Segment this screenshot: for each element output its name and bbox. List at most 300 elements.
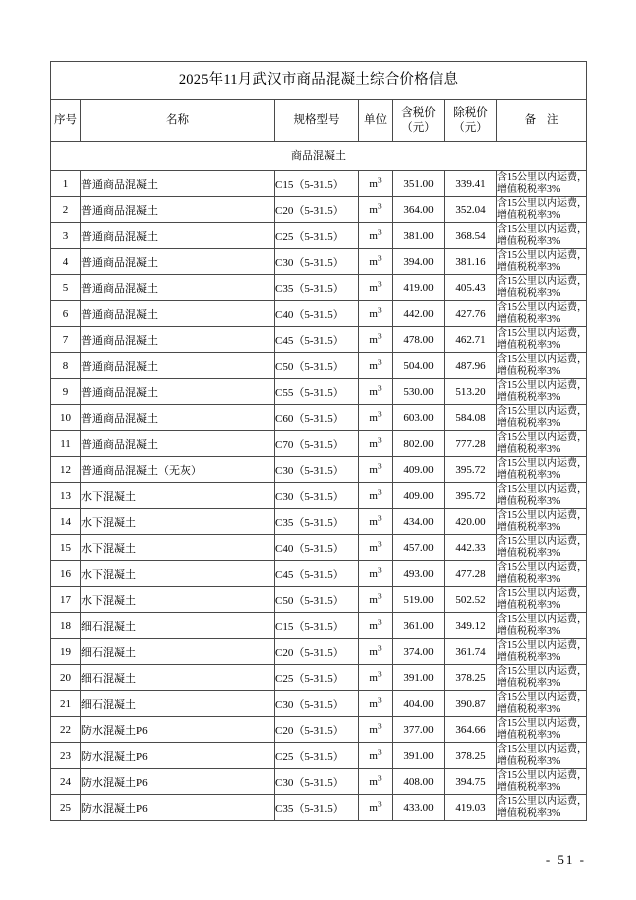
remark-line-2: 增值税税率3% <box>497 755 561 767</box>
table-row <box>51 457 587 483</box>
cell-name: 防水混凝土P6 <box>81 769 275 795</box>
unit-value: m <box>369 177 378 190</box>
cell-price-excl-tax: 349.12 <box>445 613 497 639</box>
cell-spec: C70（5-31.5） <box>275 431 359 457</box>
cell-remark <box>497 223 587 249</box>
unit-exponent: 3 <box>377 772 382 782</box>
unit-value: m <box>369 437 378 450</box>
unit-value: m <box>369 645 378 658</box>
cell-unit <box>359 509 393 535</box>
cell-unit <box>359 535 393 561</box>
cell-unit <box>359 405 393 431</box>
unit-value: m <box>369 359 378 372</box>
cell-spec: C45（5-31.5） <box>275 561 359 587</box>
table-row <box>51 483 587 509</box>
price-excl-label-line2: （元） <box>453 121 488 134</box>
cell-name: 水下混凝土 <box>81 535 275 561</box>
table-row <box>51 431 587 457</box>
cell-price-incl-tax: 408.00 <box>393 769 445 795</box>
cell-price-excl-tax: 394.75 <box>445 769 497 795</box>
cell-index: 16 <box>51 561 81 587</box>
unit-value: m <box>369 515 378 528</box>
unit-exponent: 3 <box>377 330 382 340</box>
cell-spec: C50（5-31.5） <box>275 353 359 379</box>
cell-price-incl-tax: 530.00 <box>393 379 445 405</box>
remark-line-1: 含15公里以内运费， <box>497 405 587 417</box>
remark-line-2: 增值税税率3% <box>497 729 561 741</box>
unit-exponent: 3 <box>377 252 382 262</box>
cell-remark <box>497 587 587 613</box>
unit-exponent: 3 <box>377 226 382 236</box>
cell-price-excl-tax: 487.96 <box>445 353 497 379</box>
table-row <box>51 587 587 613</box>
cell-price-excl-tax: 378.25 <box>445 743 497 769</box>
cell-name: 细石混凝土 <box>81 639 275 665</box>
unit-exponent: 3 <box>377 486 382 496</box>
unit-value: m <box>369 567 378 580</box>
remark-line-2: 增值税税率3% <box>497 443 561 455</box>
remark-line-2: 增值税税率3% <box>497 625 561 637</box>
cell-remark <box>497 249 587 275</box>
cell-remark <box>497 379 587 405</box>
cell-price-excl-tax: 395.72 <box>445 457 497 483</box>
cell-unit <box>359 275 393 301</box>
cell-remark <box>497 561 587 587</box>
cell-price-excl-tax: 420.00 <box>445 509 497 535</box>
cell-remark <box>497 353 587 379</box>
unit-value: m <box>369 463 378 476</box>
remark-line-2: 增值税税率3% <box>497 417 561 429</box>
price-table <box>50 61 587 821</box>
remark-line-1: 含15公里以内运费， <box>497 743 587 755</box>
table-row <box>51 743 587 769</box>
unit-value: m <box>369 307 378 320</box>
cell-name: 水下混凝土 <box>81 509 275 535</box>
remark-line-2: 增值税税率3% <box>497 495 561 507</box>
cell-price-excl-tax: 777.28 <box>445 431 497 457</box>
cell-name: 普通商品混凝土 <box>81 353 275 379</box>
cell-spec: C20（5-31.5） <box>275 717 359 743</box>
table-row <box>51 639 587 665</box>
cell-spec: C15（5-31.5） <box>275 613 359 639</box>
cell-index: 4 <box>51 249 81 275</box>
price-excl-label-line1: 除税价 <box>453 107 488 120</box>
cell-price-excl-tax: 477.28 <box>445 561 497 587</box>
remark-line-1: 含15公里以内运费， <box>497 431 587 443</box>
cell-name: 普通商品混凝土 <box>81 405 275 431</box>
cell-price-incl-tax: 802.00 <box>393 431 445 457</box>
remark-line-1: 含15公里以内运费， <box>497 457 587 469</box>
cell-unit <box>359 431 393 457</box>
cell-index: 14 <box>51 509 81 535</box>
cell-price-incl-tax: 409.00 <box>393 457 445 483</box>
cell-price-excl-tax: 502.52 <box>445 587 497 613</box>
cell-name: 防水混凝土P6 <box>81 743 275 769</box>
remark-line-2: 增值税税率3% <box>497 183 561 195</box>
unit-exponent: 3 <box>377 434 382 444</box>
table-row <box>51 223 587 249</box>
column-header-name: 名称 <box>81 100 275 142</box>
cell-unit <box>359 171 393 197</box>
cell-price-excl-tax: 364.66 <box>445 717 497 743</box>
cell-remark <box>497 509 587 535</box>
unit-exponent: 3 <box>377 460 382 470</box>
remark-line-2: 增值税税率3% <box>497 287 561 299</box>
table-header-row <box>51 100 587 142</box>
cell-spec: C20（5-31.5） <box>275 639 359 665</box>
unit-value: m <box>369 229 378 242</box>
cell-price-incl-tax: 409.00 <box>393 483 445 509</box>
unit-exponent: 3 <box>377 304 382 314</box>
cell-price-excl-tax: 419.03 <box>445 795 497 821</box>
cell-spec: C35（5-31.5） <box>275 275 359 301</box>
remark-line-1: 含15公里以内运费， <box>497 301 587 313</box>
cell-unit <box>359 691 393 717</box>
remark-line-1: 含15公里以内运费， <box>497 691 587 703</box>
cell-name: 普通商品混凝土 <box>81 223 275 249</box>
cell-index: 25 <box>51 795 81 821</box>
remark-line-1: 含15公里以内运费， <box>497 561 587 573</box>
cell-name: 水下混凝土 <box>81 483 275 509</box>
cell-remark <box>497 275 587 301</box>
cell-price-incl-tax: 504.00 <box>393 353 445 379</box>
column-header-spec: 规格型号 <box>275 100 359 142</box>
cell-price-excl-tax: 427.76 <box>445 301 497 327</box>
unit-exponent: 3 <box>377 642 382 652</box>
cell-spec: C40（5-31.5） <box>275 535 359 561</box>
cell-price-excl-tax: 378.25 <box>445 665 497 691</box>
column-header-remark: 备 注 <box>497 100 587 142</box>
unit-value: m <box>369 749 378 762</box>
cell-index: 22 <box>51 717 81 743</box>
cell-price-incl-tax: 404.00 <box>393 691 445 717</box>
remark-line-2: 增值税税率3% <box>497 521 561 533</box>
cell-index: 24 <box>51 769 81 795</box>
cell-price-incl-tax: 351.00 <box>393 171 445 197</box>
cell-spec: C30（5-31.5） <box>275 769 359 795</box>
cell-name: 细石混凝土 <box>81 665 275 691</box>
cell-index: 19 <box>51 639 81 665</box>
cell-name: 防水混凝土P6 <box>81 717 275 743</box>
remark-line-1: 含15公里以内运费， <box>497 639 587 651</box>
cell-index: 15 <box>51 535 81 561</box>
column-header-price-incl-tax <box>393 100 445 142</box>
table-row <box>51 405 587 431</box>
cell-price-incl-tax: 364.00 <box>393 197 445 223</box>
cell-spec: C25（5-31.5） <box>275 743 359 769</box>
cell-index: 12 <box>51 457 81 483</box>
cell-index: 2 <box>51 197 81 223</box>
remark-line-1: 含15公里以内运费， <box>497 249 587 261</box>
cell-name: 普通商品混凝土（无灰） <box>81 457 275 483</box>
cell-spec: C35（5-31.5） <box>275 509 359 535</box>
price-incl-label-line1: 含税价 <box>401 107 436 120</box>
cell-name: 普通商品混凝土 <box>81 249 275 275</box>
cell-index: 1 <box>51 171 81 197</box>
cell-remark <box>497 535 587 561</box>
table-title-row <box>51 62 587 100</box>
cell-remark <box>497 405 587 431</box>
table-row <box>51 613 587 639</box>
cell-price-incl-tax: 603.00 <box>393 405 445 431</box>
cell-spec: C30（5-31.5） <box>275 483 359 509</box>
cell-spec: C25（5-31.5） <box>275 223 359 249</box>
unit-value: m <box>369 281 378 294</box>
cell-unit <box>359 717 393 743</box>
cell-price-incl-tax: 394.00 <box>393 249 445 275</box>
unit-exponent: 3 <box>377 590 382 600</box>
cell-index: 23 <box>51 743 81 769</box>
cell-name: 细石混凝土 <box>81 613 275 639</box>
unit-value: m <box>369 333 378 346</box>
remark-line-2: 增值税税率3% <box>497 339 561 351</box>
remark-line-2: 增值税税率3% <box>497 365 561 377</box>
table-row <box>51 301 587 327</box>
remark-line-1: 含15公里以内运费， <box>497 275 587 287</box>
remark-line-1: 含15公里以内运费， <box>497 535 587 547</box>
cell-unit <box>359 301 393 327</box>
remark-line-1: 含15公里以内运费， <box>497 769 587 781</box>
remark-line-1: 含15公里以内运费， <box>497 171 587 183</box>
cell-index: 10 <box>51 405 81 431</box>
cell-price-excl-tax: 442.33 <box>445 535 497 561</box>
cell-unit <box>359 483 393 509</box>
table-row <box>51 509 587 535</box>
remark-line-2: 增值税税率3% <box>497 781 561 793</box>
cell-price-incl-tax: 457.00 <box>393 535 445 561</box>
cell-index: 6 <box>51 301 81 327</box>
table-row <box>51 353 587 379</box>
remark-line-2: 增值税税率3% <box>497 391 561 403</box>
cell-index: 7 <box>51 327 81 353</box>
unit-exponent: 3 <box>377 278 382 288</box>
unit-value: m <box>369 203 378 216</box>
cell-remark <box>497 743 587 769</box>
table-row <box>51 535 587 561</box>
column-header-index: 序号 <box>51 100 81 142</box>
cell-price-incl-tax: 391.00 <box>393 665 445 691</box>
unit-value: m <box>369 411 378 424</box>
remark-line-1: 含15公里以内运费， <box>497 197 587 209</box>
column-header-unit: 单位 <box>359 100 393 142</box>
unit-value: m <box>369 593 378 606</box>
table-row <box>51 379 587 405</box>
remark-line-2: 增值税税率3% <box>497 807 561 819</box>
cell-price-excl-tax: 513.20 <box>445 379 497 405</box>
page-title: 2025年11月武汉市商品混凝土综合价格信息 <box>51 62 587 100</box>
section-label: 商品混凝土 <box>51 142 587 171</box>
unit-value: m <box>369 489 378 502</box>
cell-remark <box>497 691 587 717</box>
remark-line-1: 含15公里以内运费， <box>497 665 587 677</box>
cell-unit <box>359 223 393 249</box>
cell-name: 普通商品混凝土 <box>81 431 275 457</box>
remark-line-2: 增值税税率3% <box>497 209 561 221</box>
cell-spec: C35（5-31.5） <box>275 795 359 821</box>
unit-exponent: 3 <box>377 564 382 574</box>
unit-exponent: 3 <box>377 382 382 392</box>
cell-price-incl-tax: 374.00 <box>393 639 445 665</box>
cell-remark <box>497 639 587 665</box>
unit-value: m <box>369 255 378 268</box>
cell-index: 5 <box>51 275 81 301</box>
cell-price-excl-tax: 462.71 <box>445 327 497 353</box>
cell-price-incl-tax: 381.00 <box>393 223 445 249</box>
cell-price-incl-tax: 377.00 <box>393 717 445 743</box>
remark-line-2: 增值税税率3% <box>497 469 561 481</box>
remark-line-2: 增值税税率3% <box>497 677 561 689</box>
unit-exponent: 3 <box>377 174 382 184</box>
remark-line-1: 含15公里以内运费， <box>497 379 587 391</box>
cell-price-incl-tax: 361.00 <box>393 613 445 639</box>
cell-name: 水下混凝土 <box>81 561 275 587</box>
cell-price-excl-tax: 395.72 <box>445 483 497 509</box>
remark-line-2: 增值税税率3% <box>497 651 561 663</box>
table-row <box>51 691 587 717</box>
cell-remark <box>497 327 587 353</box>
unit-exponent: 3 <box>377 746 382 756</box>
unit-exponent: 3 <box>377 798 382 808</box>
cell-price-incl-tax: 478.00 <box>393 327 445 353</box>
cell-price-incl-tax: 493.00 <box>393 561 445 587</box>
unit-value: m <box>369 775 378 788</box>
unit-exponent: 3 <box>377 356 382 366</box>
cell-remark <box>497 457 587 483</box>
cell-remark <box>497 717 587 743</box>
cell-remark <box>497 769 587 795</box>
cell-spec: C25（5-31.5） <box>275 665 359 691</box>
cell-price-incl-tax: 434.00 <box>393 509 445 535</box>
remark-line-1: 含15公里以内运费， <box>497 223 587 235</box>
table-row <box>51 769 587 795</box>
cell-price-excl-tax: 381.16 <box>445 249 497 275</box>
cell-remark <box>497 483 587 509</box>
cell-index: 18 <box>51 613 81 639</box>
cell-unit <box>359 613 393 639</box>
cell-remark <box>497 301 587 327</box>
cell-unit <box>359 743 393 769</box>
table-row <box>51 197 587 223</box>
unit-exponent: 3 <box>377 720 382 730</box>
remark-line-2: 增值税税率3% <box>497 547 561 559</box>
cell-unit <box>359 353 393 379</box>
cell-price-excl-tax: 368.54 <box>445 223 497 249</box>
cell-unit <box>359 457 393 483</box>
cell-spec: C60（5-31.5） <box>275 405 359 431</box>
cell-unit <box>359 561 393 587</box>
cell-remark <box>497 665 587 691</box>
remark-line-2: 增值税税率3% <box>497 235 561 247</box>
table-row <box>51 275 587 301</box>
cell-price-incl-tax: 442.00 <box>393 301 445 327</box>
section-header-row <box>51 142 587 171</box>
cell-name: 防水混凝土P6 <box>81 795 275 821</box>
cell-price-excl-tax: 405.43 <box>445 275 497 301</box>
cell-spec: C30（5-31.5） <box>275 457 359 483</box>
cell-price-excl-tax: 339.41 <box>445 171 497 197</box>
cell-unit <box>359 665 393 691</box>
unit-exponent: 3 <box>377 538 382 548</box>
cell-unit <box>359 587 393 613</box>
cell-index: 17 <box>51 587 81 613</box>
cell-price-incl-tax: 391.00 <box>393 743 445 769</box>
unit-value: m <box>369 619 378 632</box>
cell-remark <box>497 197 587 223</box>
remark-line-1: 含15公里以内运费， <box>497 587 587 599</box>
cell-index: 20 <box>51 665 81 691</box>
cell-unit <box>359 327 393 353</box>
cell-spec: C45（5-31.5） <box>275 327 359 353</box>
table-row <box>51 249 587 275</box>
cell-price-incl-tax: 419.00 <box>393 275 445 301</box>
cell-price-excl-tax: 361.74 <box>445 639 497 665</box>
cell-name: 细石混凝土 <box>81 691 275 717</box>
remark-line-1: 含15公里以内运费， <box>497 795 587 807</box>
remark-line-2: 增值税税率3% <box>497 599 561 611</box>
table-row <box>51 795 587 821</box>
cell-spec: C30（5-31.5） <box>275 249 359 275</box>
cell-index: 13 <box>51 483 81 509</box>
cell-spec: C55（5-31.5） <box>275 379 359 405</box>
table-row <box>51 171 587 197</box>
cell-remark <box>497 613 587 639</box>
cell-spec: C50（5-31.5） <box>275 587 359 613</box>
remark-line-2: 增值税税率3% <box>497 313 561 325</box>
cell-price-excl-tax: 584.08 <box>445 405 497 431</box>
cell-name: 普通商品混凝土 <box>81 301 275 327</box>
remark-line-1: 含15公里以内运费， <box>497 717 587 729</box>
cell-name: 普通商品混凝土 <box>81 327 275 353</box>
cell-price-excl-tax: 352.04 <box>445 197 497 223</box>
page-number: - 51 - <box>545 852 586 867</box>
remark-line-2: 增值税税率3% <box>497 703 561 715</box>
cell-name: 普通商品混凝土 <box>81 379 275 405</box>
cell-unit <box>359 249 393 275</box>
cell-index: 11 <box>51 431 81 457</box>
cell-name: 水下混凝土 <box>81 587 275 613</box>
table-body <box>51 171 587 821</box>
table-row <box>51 665 587 691</box>
cell-price-excl-tax: 390.87 <box>445 691 497 717</box>
price-table-container <box>50 61 586 821</box>
unit-value: m <box>369 671 378 684</box>
cell-unit <box>359 197 393 223</box>
unit-exponent: 3 <box>377 694 382 704</box>
table-row <box>51 717 587 743</box>
cell-index: 3 <box>51 223 81 249</box>
remark-line-1: 含15公里以内运费， <box>497 509 587 521</box>
unit-value: m <box>369 385 378 398</box>
table-row <box>51 561 587 587</box>
cell-unit <box>359 769 393 795</box>
unit-exponent: 3 <box>377 200 382 210</box>
remark-line-1: 含15公里以内运费， <box>497 483 587 495</box>
column-header-price-excl-tax <box>445 100 497 142</box>
cell-remark <box>497 795 587 821</box>
remark-line-2: 增值税税率3% <box>497 573 561 585</box>
unit-value: m <box>369 723 378 736</box>
unit-value: m <box>369 801 378 814</box>
unit-exponent: 3 <box>377 408 382 418</box>
remark-line-1: 含15公里以内运费， <box>497 353 587 365</box>
unit-exponent: 3 <box>377 668 382 678</box>
unit-exponent: 3 <box>377 512 382 522</box>
cell-name: 普通商品混凝土 <box>81 197 275 223</box>
unit-value: m <box>369 541 378 554</box>
unit-exponent: 3 <box>377 616 382 626</box>
cell-spec: C40（5-31.5） <box>275 301 359 327</box>
cell-index: 21 <box>51 691 81 717</box>
